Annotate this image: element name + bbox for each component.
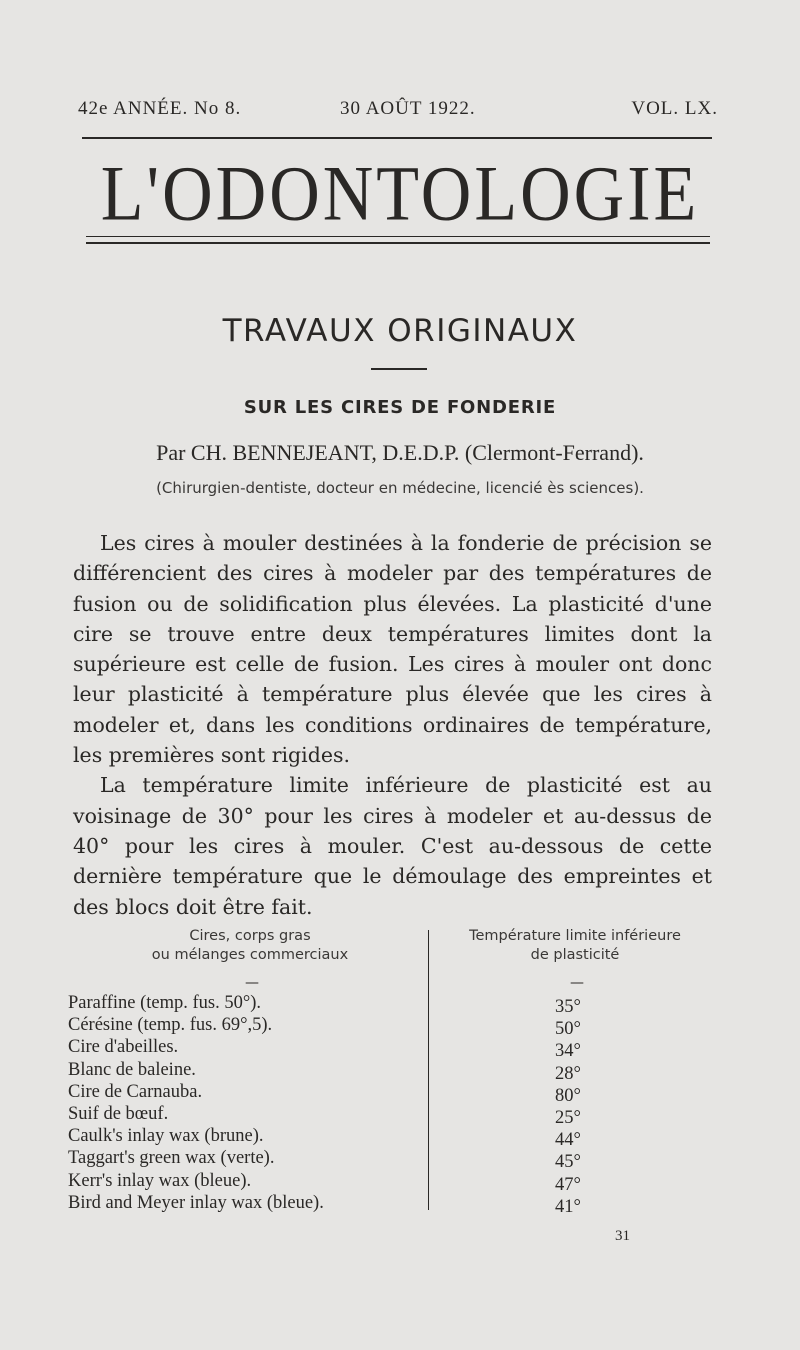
wax-name: Caulk's inlay wax (brune).	[68, 1126, 264, 1147]
header-rule	[82, 137, 712, 139]
issue-label: 42e ANNÉE. No 8.	[78, 98, 242, 119]
wax-name: Bird and Meyer inlay wax (bleue).	[68, 1192, 324, 1213]
table-header-right-line2: de plasticité	[530, 947, 620, 963]
wax-name: Suif de bœuf.	[68, 1103, 169, 1124]
wax-name: Taggart's green wax (verte).	[68, 1148, 275, 1169]
table-header-left	[120, 927, 380, 965]
wax-name: Cire d'abeilles.	[68, 1037, 179, 1058]
paragraph: La température limite inférieure de plasticité est au voisinage de 30° pour les cires à modeler et au-dessus de 40° pour les cires à mouler. C'est au-dessous de cette dernière température que le démoulage des empreintes et des blocs doit être fait.	[73, 773, 712, 919]
wax-temperature: 34°	[555, 1041, 581, 1062]
table-row	[68, 1036, 708, 1062]
article-body	[73, 528, 712, 922]
table-header-right	[445, 927, 705, 965]
title-double-rule	[86, 236, 710, 244]
wax-temperature: 45°	[555, 1152, 581, 1173]
table-row	[68, 992, 708, 1017]
table-header-right-line1: Température limite inférieure	[469, 928, 681, 944]
journal-title: L'ODONTOLOGIE	[100, 151, 700, 238]
table-row	[68, 1103, 708, 1128]
paragraph: Les cires à mouler destinées à la fonderie de précision se différencient des cires à modeler par des températures de fusion ou de solidification plus élevées. La plasticité d'une cire se trouve entre deux températures limites dont la supérieure est celle de fusion. Les cires à mouler ont donc leur plasticité à température plus élevée que les cires à modeler et, dans les conditions ordinaires de température, les premières sont rigides.	[73, 531, 712, 768]
wax-temperature: 41°	[555, 1196, 581, 1217]
table-header-left-line2: ou mélanges commerciaux	[151, 947, 349, 963]
section-divider	[371, 368, 427, 370]
table-row	[68, 1059, 708, 1084]
table-dash-left: —	[245, 975, 259, 991]
article-title: SUR LES CIRES DE FONDERIE	[243, 397, 557, 418]
wax-name: Blanc de baleine.	[68, 1059, 196, 1080]
section-title: TRAVAUX ORIGINAUX	[222, 313, 578, 349]
page-number: 31	[615, 1228, 630, 1244]
wax-name: Paraffine (temp. fus. 50°).	[68, 993, 262, 1013]
wax-temperature: 80°	[555, 1085, 581, 1106]
wax-name: Cire de Carnauba.	[68, 1081, 203, 1102]
wax-temperature: 35°	[555, 997, 581, 1017]
wax-table	[68, 992, 708, 1217]
volume-label: VOL. LX.	[631, 98, 718, 119]
author-affiliation: (Chirurgien-dentiste, docteur en médecine, licencié ès sciences).	[156, 479, 644, 497]
table-row	[68, 1125, 708, 1151]
table-row	[68, 1081, 708, 1106]
wax-temperature: 44°	[555, 1130, 581, 1151]
table-row	[68, 1192, 708, 1217]
wax-temperature: 28°	[555, 1063, 581, 1084]
issue-date: 30 AOÛT 1922.	[340, 98, 476, 119]
wax-name: Cérésine (temp. fus. 69°,5).	[68, 1015, 273, 1036]
table-row	[68, 1147, 708, 1173]
author-byline: Par CH. BENNEJEANT, D.E.D.P. (Clermont-Ferrand).	[156, 440, 644, 465]
wax-temperature: 50°	[555, 1019, 581, 1040]
wax-name: Kerr's inlay wax (bleue).	[68, 1170, 252, 1191]
table-row	[68, 1170, 708, 1195]
table-row	[68, 1014, 708, 1040]
table-header-left-line1: Cires, corps gras	[189, 928, 311, 944]
wax-temperature: 47°	[555, 1174, 581, 1195]
table-dash-right: —	[570, 975, 584, 991]
wax-temperature: 25°	[555, 1107, 581, 1128]
